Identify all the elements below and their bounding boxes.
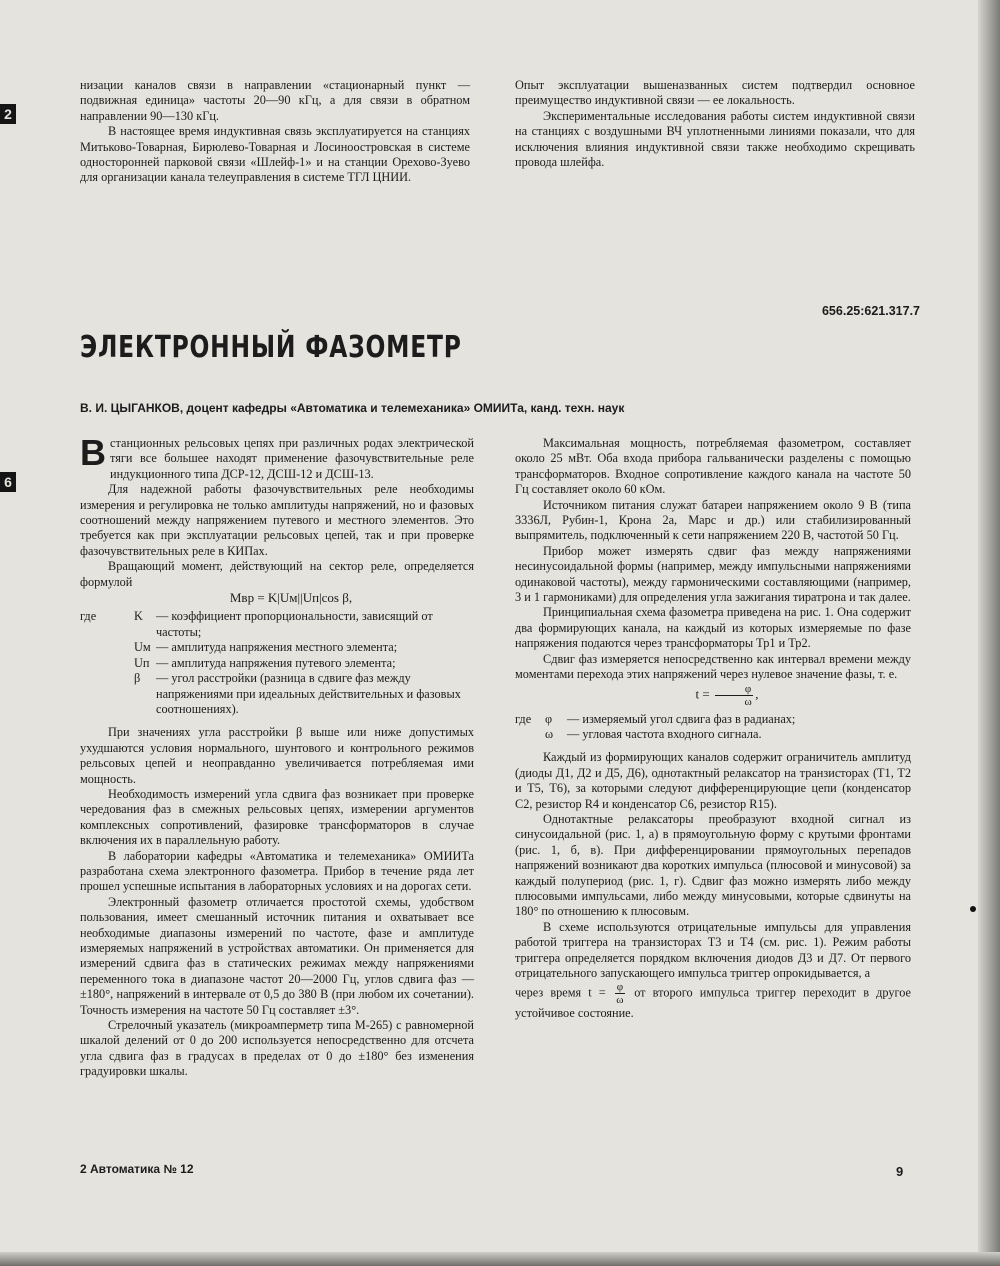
definition-text: — амплитуда напряжения местного элемента;	[156, 640, 398, 655]
time-formula: t = $\frac{\varphi}{\omega}$ ,	[695, 682, 759, 708]
fraction: $\frac{\varphi}{\omega}$	[715, 683, 753, 708]
page-bottom-shadow	[0, 1252, 1000, 1266]
journal-footer: 2 Автоматика № 12	[80, 1162, 194, 1176]
paragraph: Сдвиг фаз измеряется непосредственно как интервал времени между моментами перехода этих напряжений через нулевое значение фазы, т. е.	[515, 651, 911, 682]
paragraph: Принципиальная схема фазометра приведена на рис. 1. Она содержит два формирующих канала, на каждый из которых измеряемые по фазе напряжения подаются через трансформаторы Тр1 и Тр2.	[515, 605, 911, 651]
paragraph: Опыт эксплуатации вышеназванных систем подтвердил основное преимущество индуктивной связи — ее локальность.	[515, 78, 915, 108]
paragraph: Вращающий момент, действующий на сектор реле, определяется формулой	[80, 559, 474, 589]
edge-tab-6: 6	[0, 472, 16, 492]
definition-row	[80, 671, 474, 717]
paragraph: Электронный фазометр отличается простотой схемы, удобством пользования, имеет смешанный источник питания и охватывает все необходимые диапазоны измерений по частоте, фазе и амплитуде измеряемых напряжений в устройствах автоматики. Он применяется для измерений сдвига фаз в статических режимах между напряжениями переменного тока в диапазоне частот 20—2000 Гц, углов сдвига фаз — ±180°, напряжений в интервале от 0,5 до 380 В (при любом их сочетании). Точность измерения на частоте 50 Гц составляет ±3°.	[80, 894, 474, 1017]
paragraph-with-fraction: через время t = $\frac{\varphi}{\omega}$ от второго импульса триггер переходит в другое устойчивое состояние.	[515, 981, 912, 1021]
paragraph: Каждый из формирующих каналов содержит ограничитель амплитуд (диоды Д1, Д2 и Д5, Д6), однотактный релаксатор на транзисторах (Т1, Т2 и Т5, Т6), за которыми следуют дифференцирующие цепи (конденсатор С2, резистор R4 и конденсатор С6, резистор R15).	[515, 750, 911, 811]
paragraph: Необходимость измерений угла сдвига фаз возникает при проверке чередования фаз в смежных рельсовых цепях, измерении аргументов комплексных сопротивлений, фазировке трансформаторов в случае включения их в параллельную работу.	[80, 786, 474, 848]
paragraph: В лаборатории кафедры «Автоматика и телемеханика» ОМИИТа разработана схема электронного фазометра. Прибор в течение ряда лет прошел успешные испытания в лабораторных условиях и на дорогах сети.	[80, 848, 474, 894]
definition-symbol: Uм	[134, 640, 151, 655]
definition-symbol: φ	[545, 711, 553, 726]
torque-formula: Mвр = K|Uм||Uп|cos β,	[229, 590, 353, 606]
definition-symbol: K	[134, 609, 143, 624]
definition-row	[515, 712, 911, 727]
paragraph: Стрелочный указатель (микроамперметр типа М-265) с равномерной шкалой делений от 0 до 200 используется непосредственно для отсчета угла сдвига фаз в градусах в пределах от 0 до ±180° без изменения градуировки шкалы.	[80, 1018, 474, 1079]
definition-row	[515, 727, 911, 742]
author-line: В. И. ЦЫГАНКОВ, доцент кафедры «Автоматика и телемеханика» ОМИИТа, канд. техн. наук	[80, 401, 625, 415]
definition-text: — амплитуда напряжения путевого элемента;	[156, 655, 396, 670]
drop-cap: В	[80, 432, 106, 473]
definition-row	[80, 640, 474, 655]
where-word: где	[80, 609, 97, 624]
paragraph: В настоящее время индуктивная связь эксплуатируется на станциях Митьково-Товарная, Бирюлево-Товарная и Лосиноостровская в системе односторонней парковой связи «Шлейф-1» и на станции Орехово-Зуево для организации канала телеуправления в системе ТГЛ ЦНИИ.	[80, 124, 470, 185]
symbol-definitions	[80, 609, 474, 717]
paragraph: Прибор может измерять сдвиг фаз между напряжениями несинусоидальной формы (например, между импульсными напряжениями одинаковой частоты), между гармоническими составляющими (например, 3 и 1 гармониками) для определения угла зажигания тиратрона и так далее.	[515, 543, 911, 605]
top-left-column	[80, 78, 470, 186]
paragraph: Экспериментальные исследования работы систем индуктивной связи на станциях с воздушными ВЧ уплотненными линиями показали, что для исключения влияния индуктивной связи также необходимо скрещивать провода шлейфа.	[515, 108, 915, 170]
top-right-column	[515, 78, 915, 170]
page-number: 9	[896, 1164, 904, 1179]
paragraph: низации каналов связи в направлении «стационарный пункт — подвижная единица» частоты 20—90 кГц, а для связи в обратном направлении 90—130 кГц.	[80, 78, 470, 123]
article-title: ЭЛЕКТРОННЫЙ ФАЗОМЕТР	[80, 330, 462, 365]
definition-text: — угловая частота входного сигнала.	[567, 726, 762, 741]
definition-symbol: Uп	[134, 655, 150, 670]
paragraph: Максимальная мощность, потребляемая фазометром, составляет около 25 мВт. Оба входа прибора гальванически разделены с помощью трансформаторов. Входное сопротивление каждого канала на частоте 50 Гц составляет около 60 кОм.	[515, 436, 911, 497]
definition-symbol: β	[134, 671, 141, 686]
binding-dot	[970, 906, 976, 912]
paragraph: Для надежной работы фазочувствительных реле необходимы измерения и регулировка не только амплитуды напряжений, но и фазовых соотношений между напряжением путевого и местного элементов. Это требуется как при эксплуатации рельсовых цепей, так и при проверке фазочувствительных реле в КИПах.	[80, 482, 474, 558]
edge-tab-2: 2	[0, 104, 16, 124]
paragraph: В схеме используются отрицательные импульсы для управления работой триггера на транзисторах Т3 и Т4 (см. рис. 1). Режим работы триггера определяется порядком включения диодов Д3 и Д7. От первого отрицательного запускающего импульса триггер опрокидывается, а	[515, 919, 911, 980]
paragraph: Однотактные релаксаторы преобразуют входной сигнал из синусоидальной (рис. 1, а) в прямоугольную форму с крутыми фронтами (рис. 1, б, в). При дифференцировании прямоугольных перепадов напряжений возникают два коротких импульса (плюсовой и минусовой) за каждый полупериод (рис. 1, г). Сдвиг фаз можно измерять либо между плюсовыми импульсами, либо между минусовыми, которые сдвинуты на 180° по отношению к плюсовым.	[515, 811, 911, 919]
definition-row	[80, 656, 474, 671]
definition-text: — измеряемый угол сдвига фаз в радианах;	[567, 711, 796, 726]
paragraph: При значениях угла расстройки β выше или ниже допустимых ухудшаются условия нормального, шунтового и контрольного режимов рельсовых цепей и неоправданно увеличивается потребляемая ими мощность.	[80, 725, 474, 786]
article-left-column	[80, 432, 474, 1080]
where-word: где	[515, 711, 532, 726]
definition-row	[80, 609, 474, 640]
opening-paragraph: Встанционных рельсовых цепях при различных родах электрической тяги все большее находят применение фазочувствительные реле индукционного типа ДСР-12, ДСШ-12 и ДСШ-13.	[80, 432, 474, 481]
definition-text: — угол расстройки (разница в сдвиге фаз между напряжениями при идеальных действительных и фазовых соотношениях).	[156, 671, 461, 716]
fraction: $\frac{\varphi}{\omega}$	[616, 981, 624, 1007]
udc-code: 656.25:621.317.7	[821, 304, 920, 318]
definition-symbol: ω	[545, 726, 554, 741]
article-right-column	[515, 436, 911, 1022]
paragraph: Источником питания служат батареи напряжением около 9 В (типа 3336Л, Рубин-1, Крона 2а, Марс и др.) или стабилизированный выпрямитель, подключенный к сети напряжением 220 В, частотой 50 Гц.	[515, 497, 911, 543]
page-edge-shadow	[978, 0, 1000, 1266]
symbol-definitions	[515, 712, 911, 743]
definition-text: — коэффициент пропорциональности, зависящий от частоты;	[156, 609, 433, 639]
